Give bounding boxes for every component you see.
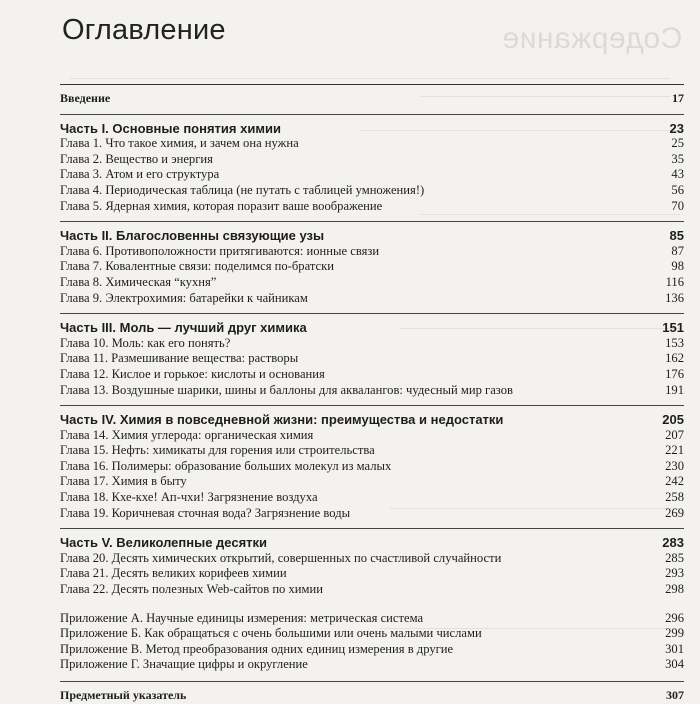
toc-entry-chapter (60, 259, 684, 275)
toc-entry-chapter (60, 244, 684, 260)
toc-entry-chapter (60, 275, 684, 291)
toc-entry-page: 17 (672, 91, 684, 105)
toc-entry-chapter (60, 136, 684, 152)
toc-entry-page: 301 (665, 641, 684, 656)
toc-entry-label: Введение (60, 91, 111, 105)
toc-entry-page: 116 (665, 274, 684, 289)
toc-entry-page: 56 (671, 182, 684, 197)
toc-entry-chapter (60, 336, 684, 352)
toc-entry-page: 85 (669, 228, 684, 244)
toc-entry-chapter (60, 367, 684, 383)
toc-entry-page: 207 (665, 427, 684, 442)
toc-entry-index (60, 681, 684, 704)
toc-entry-page: 25 (671, 136, 684, 151)
toc-entry-chapter (60, 490, 684, 506)
page-title: Оглавление (62, 14, 226, 46)
toc-entry-page: 162 (665, 351, 684, 366)
toc-entry-label: Глава 1. Что такое химия, и зачем она нужна (60, 136, 299, 151)
toc-entry-page: 285 (665, 550, 684, 565)
toc-list (60, 91, 684, 704)
toc-entry-label: Глава 12. Кислое и горькое: кислоты и основания (60, 366, 325, 381)
toc-entry-chapter (60, 199, 684, 215)
toc-entry-label: Глава 11. Размешивание вещества: растворы (60, 351, 299, 366)
toc-entry-label: Глава 22. Десять полезных Web-сайтов по химии (60, 582, 323, 597)
toc-entry-page: 151 (662, 320, 684, 336)
toc-entry-chapter (60, 183, 684, 199)
toc-entry-label: Глава 19. Коричневая сточная вода? Загрязнение воды (60, 505, 351, 520)
toc-entry-label: Часть II. Благословенны связующие узы (60, 228, 325, 244)
toc-entry-page: 176 (665, 366, 684, 381)
toc-entry-page: 205 (662, 412, 684, 428)
toc-entry-page: 283 (662, 535, 684, 551)
title-rule (60, 84, 684, 85)
toc-entry-page: 35 (671, 151, 684, 166)
toc-entry-page: 242 (665, 474, 684, 489)
toc-entry-label: Часть III. Моль — лучший друг химика (60, 320, 307, 336)
toc-entry-page: 293 (665, 566, 684, 581)
toc-entry-label: Приложение А. Научные единицы измерения: метрическая система (60, 610, 424, 625)
toc-entry-chapter (60, 428, 684, 444)
toc-entry-label: Часть IV. Химия в повседневной жизни: преимущества и недостатки (60, 412, 504, 428)
toc-entry-chapter (60, 657, 684, 673)
toc-entry-part (60, 528, 684, 551)
toc-entry-page: 304 (665, 657, 684, 672)
toc-entry-label: Предметный указатель (60, 688, 187, 702)
toc-entry-label: Глава 4. Периодическая таблица (не путать с таблицей умножения!) (60, 182, 425, 197)
toc-entry-label: Глава 14. Химия углерода: органическая химия (60, 427, 314, 442)
toc-entry-label: Глава 10. Моль: как его понять? (60, 335, 231, 350)
toc-entry-page: 191 (665, 382, 684, 397)
toc-entry-page: 296 (665, 610, 684, 625)
toc-entry-label: Часть I. Основные понятия химии (60, 120, 281, 136)
ghost-title: Содержание (501, 22, 682, 55)
toc-entry-part (60, 114, 684, 137)
toc-entry-page: 307 (666, 688, 684, 702)
toc-page (60, 14, 684, 704)
toc-entry-label: Глава 2. Вещество и энергия (60, 151, 213, 166)
toc-entry-page: 230 (665, 458, 684, 473)
toc-entry-chapter (60, 551, 684, 567)
toc-entry-chapter (60, 152, 684, 168)
toc-entry-label: Глава 9. Электрохимия: батарейки к чайникам (60, 290, 308, 305)
toc-entry-chapter (60, 642, 684, 658)
toc-entry-label: Глава 6. Противоположности притягиваются: ионные связи (60, 243, 380, 258)
toc-entry-chapter (60, 626, 684, 642)
toc-entry-page: 87 (671, 243, 684, 258)
toc-entry-label: Глава 17. Химия в быту (60, 474, 187, 489)
toc-entry-chapter (60, 474, 684, 490)
toc-entry-appendix-first (60, 611, 684, 627)
toc-entry-part (60, 221, 684, 244)
toc-entry-label: Глава 16. Полимеры: образование больших молекул из малых (60, 458, 392, 473)
toc-entry-label: Глава 7. Ковалентные связи: поделимся по-братски (60, 259, 334, 274)
toc-entry-page: 258 (665, 490, 684, 505)
toc-entry-label: Глава 20. Десять химических открытий, совершенных по счастливой случайности (60, 550, 502, 565)
toc-entry-page: 98 (671, 259, 684, 274)
toc-entry-label: Глава 21. Десять великих корифеев химии (60, 566, 287, 581)
toc-entry-page: 153 (665, 335, 684, 350)
toc-entry-label: Часть V. Великолепные десятки (60, 535, 268, 551)
toc-entry-label: Глава 18. Кхе-кхе! Ап-чхи! Загрязнение воздуха (60, 490, 318, 505)
toc-entry-page: 299 (665, 626, 684, 641)
toc-entry-label: Приложение В. Метод преобразования одних единиц измерения в другие (60, 641, 454, 656)
toc-entry-page: 136 (665, 290, 684, 305)
toc-entry-label: Глава 15. Нефть: химикаты для горения или строительства (60, 443, 375, 458)
toc-entry-part (60, 313, 684, 336)
toc-entry-page: 221 (665, 443, 684, 458)
toc-entry-label: Приложение Г. Значащие цифры и округление (60, 657, 308, 672)
toc-entry-label: Глава 5. Ядерная химия, которая поразит ваше воображение (60, 198, 383, 213)
toc-entry-part (60, 405, 684, 428)
toc-entry-chapter (60, 167, 684, 183)
toc-entry-chapter (60, 459, 684, 475)
toc-entry-chapter (60, 383, 684, 399)
toc-entry-chapter (60, 506, 684, 522)
toc-entry-intro (60, 91, 684, 107)
toc-entry-label: Глава 8. Химическая “кухня” (60, 274, 217, 289)
toc-entry-page: 298 (665, 582, 684, 597)
toc-entry-label: Глава 3. Атом и его структура (60, 167, 220, 182)
toc-entry-page: 43 (671, 167, 684, 182)
toc-entry-page: 23 (669, 120, 684, 136)
toc-entry-chapter (60, 443, 684, 459)
toc-entry-chapter (60, 582, 684, 598)
toc-entry-chapter (60, 351, 684, 367)
toc-entry-chapter (60, 566, 684, 582)
toc-entry-label: Глава 13. Воздушные шарики, шины и баллоны для аквалангов: чудесный мир газов (60, 382, 513, 397)
toc-entry-page: 269 (665, 505, 684, 520)
toc-entry-chapter (60, 291, 684, 307)
toc-entry-label: Приложение Б. Как обращаться с очень большими или очень малыми числами (60, 626, 482, 641)
toc-entry-page: 70 (671, 198, 684, 213)
